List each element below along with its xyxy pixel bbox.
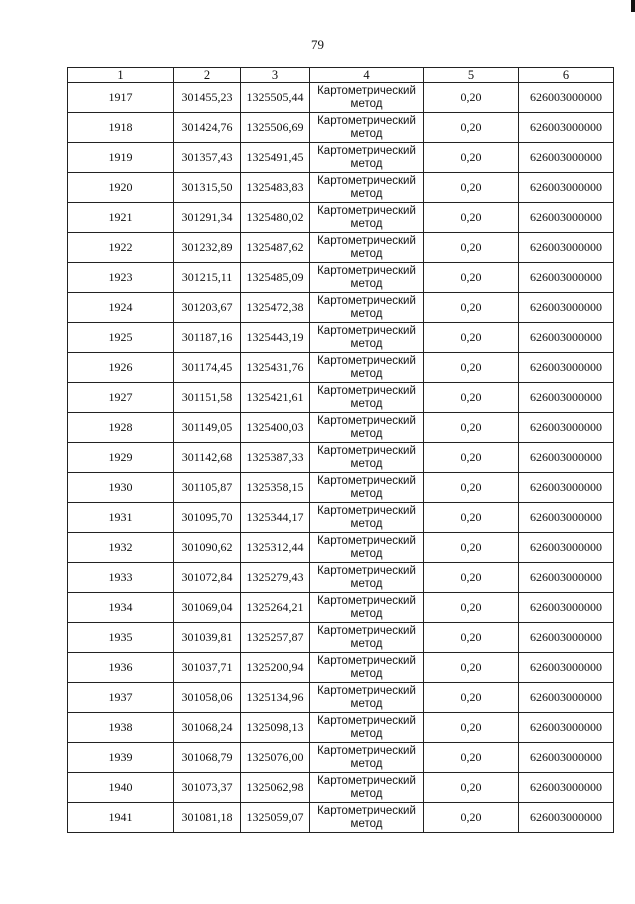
code-cell: 626003000000 [519, 353, 614, 383]
y-coordinate-cell: 1325491,45 [241, 143, 310, 173]
table-row [68, 773, 614, 803]
x-coordinate-cell: 301315,50 [174, 173, 241, 203]
table-row [68, 113, 614, 143]
accuracy-cell: 0,20 [424, 803, 519, 833]
x-coordinate-cell: 301039,81 [174, 623, 241, 653]
accuracy-cell: 0,20 [424, 293, 519, 323]
header-row [68, 68, 614, 83]
method-line-2: метод [350, 307, 383, 320]
accuracy-cell: 0,20 [424, 533, 519, 563]
method-line-2: метод [350, 517, 383, 530]
method-line-2: метод [350, 217, 383, 230]
method-line-1: Картометрический [317, 475, 416, 487]
code-cell: 626003000000 [519, 383, 614, 413]
y-coordinate-cell: 1325400,03 [241, 413, 310, 443]
x-coordinate-cell: 301105,87 [174, 473, 241, 503]
method-cell [310, 443, 424, 473]
point-number-cell: 1932 [68, 533, 174, 563]
method-line-1: Картометрический [317, 655, 416, 667]
table-header [68, 68, 614, 83]
method-line-1: Картометрический [317, 115, 416, 127]
code-cell: 626003000000 [519, 713, 614, 743]
accuracy-cell: 0,20 [424, 143, 519, 173]
accuracy-cell: 0,20 [424, 383, 519, 413]
code-cell: 626003000000 [519, 203, 614, 233]
method-line-1: Картометрический [317, 775, 416, 787]
method-line-2: метод [350, 577, 383, 590]
method-line-2: метод [350, 727, 383, 740]
table-row [68, 503, 614, 533]
code-cell: 626003000000 [519, 623, 614, 653]
method-line-2: метод [350, 427, 383, 440]
x-coordinate-cell: 301058,06 [174, 683, 241, 713]
x-coordinate-cell: 301072,84 [174, 563, 241, 593]
code-cell: 626003000000 [519, 413, 614, 443]
x-coordinate-cell: 301203,67 [174, 293, 241, 323]
code-cell: 626003000000 [519, 323, 614, 353]
point-number-cell: 1936 [68, 653, 174, 683]
method-cell [310, 293, 424, 323]
method-line-2: метод [350, 787, 383, 800]
point-number-cell: 1924 [68, 293, 174, 323]
accuracy-cell: 0,20 [424, 233, 519, 263]
y-coordinate-cell: 1325483,83 [241, 173, 310, 203]
y-coordinate-cell: 1325062,98 [241, 773, 310, 803]
x-coordinate-cell: 301068,79 [174, 743, 241, 773]
code-cell: 626003000000 [519, 173, 614, 203]
accuracy-cell: 0,20 [424, 443, 519, 473]
y-coordinate-cell: 1325505,44 [241, 83, 310, 113]
table-row [68, 233, 614, 263]
accuracy-cell: 0,20 [424, 413, 519, 443]
code-cell: 626003000000 [519, 143, 614, 173]
method-line-2: метод [350, 667, 383, 680]
point-number-cell: 1927 [68, 383, 174, 413]
accuracy-cell: 0,20 [424, 173, 519, 203]
method-cell [310, 203, 424, 233]
method-line-1: Картометрический [317, 565, 416, 577]
x-coordinate-cell: 301069,04 [174, 593, 241, 623]
point-number-cell: 1922 [68, 233, 174, 263]
header-col-5: 5 [424, 68, 519, 83]
table-row [68, 383, 614, 413]
point-number-cell: 1931 [68, 503, 174, 533]
method-cell [310, 473, 424, 503]
x-coordinate-cell: 301232,89 [174, 233, 241, 263]
header-col-2: 2 [174, 68, 241, 83]
accuracy-cell: 0,20 [424, 653, 519, 683]
method-line-1: Картометрический [317, 685, 416, 697]
y-coordinate-cell: 1325264,21 [241, 593, 310, 623]
x-coordinate-cell: 301424,76 [174, 113, 241, 143]
method-line-1: Картометрический [317, 385, 416, 397]
table-body [68, 83, 614, 833]
accuracy-cell: 0,20 [424, 353, 519, 383]
code-cell: 626003000000 [519, 593, 614, 623]
method-cell [310, 623, 424, 653]
y-coordinate-cell: 1325472,38 [241, 293, 310, 323]
method-line-1: Картометрический [317, 445, 416, 457]
method-cell [310, 263, 424, 293]
method-line-2: метод [350, 397, 383, 410]
table-row [68, 683, 614, 713]
code-cell: 626003000000 [519, 563, 614, 593]
y-coordinate-cell: 1325098,13 [241, 713, 310, 743]
point-number-cell: 1926 [68, 353, 174, 383]
method-line-2: метод [350, 817, 383, 830]
point-number-cell: 1940 [68, 773, 174, 803]
y-coordinate-cell: 1325443,19 [241, 323, 310, 353]
accuracy-cell: 0,20 [424, 323, 519, 353]
table-row [68, 533, 614, 563]
x-coordinate-cell: 301174,45 [174, 353, 241, 383]
table-row [68, 443, 614, 473]
method-line-2: метод [350, 337, 383, 350]
point-number-cell: 1928 [68, 413, 174, 443]
table-row [68, 173, 614, 203]
method-cell [310, 233, 424, 263]
method-cell [310, 803, 424, 833]
header-col-6: 6 [519, 68, 614, 83]
table-row [68, 623, 614, 653]
accuracy-cell: 0,20 [424, 773, 519, 803]
y-coordinate-cell: 1325358,15 [241, 473, 310, 503]
method-line-1: Картометрический [317, 265, 416, 277]
scan-corner-mark [631, 0, 635, 12]
point-number-cell: 1925 [68, 323, 174, 353]
y-coordinate-cell: 1325279,43 [241, 563, 310, 593]
method-line-1: Картометрический [317, 625, 416, 637]
x-coordinate-cell: 301073,37 [174, 773, 241, 803]
table-row [68, 323, 614, 353]
x-coordinate-cell: 301037,71 [174, 653, 241, 683]
code-cell: 626003000000 [519, 653, 614, 683]
method-cell [310, 143, 424, 173]
point-number-cell: 1930 [68, 473, 174, 503]
table-row [68, 263, 614, 293]
method-cell [310, 413, 424, 443]
code-cell: 626003000000 [519, 743, 614, 773]
y-coordinate-cell: 1325076,00 [241, 743, 310, 773]
point-number-cell: 1939 [68, 743, 174, 773]
method-line-1: Картометрический [317, 175, 416, 187]
method-line-2: метод [350, 187, 383, 200]
x-coordinate-cell: 301081,18 [174, 803, 241, 833]
x-coordinate-cell: 301095,70 [174, 503, 241, 533]
code-cell: 626003000000 [519, 233, 614, 263]
accuracy-cell: 0,20 [424, 713, 519, 743]
method-line-2: метод [350, 547, 383, 560]
method-line-2: метод [350, 637, 383, 650]
x-coordinate-cell: 301142,68 [174, 443, 241, 473]
method-cell [310, 593, 424, 623]
code-cell: 626003000000 [519, 803, 614, 833]
method-cell [310, 713, 424, 743]
x-coordinate-cell: 301455,23 [174, 83, 241, 113]
method-line-2: метод [350, 277, 383, 290]
accuracy-cell: 0,20 [424, 593, 519, 623]
point-number-cell: 1918 [68, 113, 174, 143]
y-coordinate-cell: 1325134,96 [241, 683, 310, 713]
code-cell: 626003000000 [519, 263, 614, 293]
x-coordinate-cell: 301149,05 [174, 413, 241, 443]
x-coordinate-cell: 301291,34 [174, 203, 241, 233]
table-row [68, 143, 614, 173]
method-line-2: метод [350, 97, 383, 110]
y-coordinate-cell: 1325344,17 [241, 503, 310, 533]
method-line-2: метод [350, 487, 383, 500]
method-line-2: метод [350, 757, 383, 770]
table-row [68, 203, 614, 233]
point-number-cell: 1941 [68, 803, 174, 833]
point-number-cell: 1923 [68, 263, 174, 293]
accuracy-cell: 0,20 [424, 503, 519, 533]
method-cell [310, 323, 424, 353]
y-coordinate-cell: 1325387,33 [241, 443, 310, 473]
y-coordinate-cell: 1325312,44 [241, 533, 310, 563]
point-number-cell: 1919 [68, 143, 174, 173]
method-line-1: Картометрический [317, 205, 416, 217]
method-cell [310, 773, 424, 803]
point-number-cell: 1929 [68, 443, 174, 473]
table-row [68, 593, 614, 623]
table-row [68, 413, 614, 443]
code-cell: 626003000000 [519, 293, 614, 323]
table-row [68, 293, 614, 323]
point-number-cell: 1938 [68, 713, 174, 743]
accuracy-cell: 0,20 [424, 83, 519, 113]
accuracy-cell: 0,20 [424, 683, 519, 713]
table-row [68, 803, 614, 833]
code-cell: 626003000000 [519, 473, 614, 503]
method-line-1: Картометрический [317, 355, 416, 367]
y-coordinate-cell: 1325257,87 [241, 623, 310, 653]
y-coordinate-cell: 1325059,07 [241, 803, 310, 833]
accuracy-cell: 0,20 [424, 263, 519, 293]
y-coordinate-cell: 1325485,09 [241, 263, 310, 293]
header-col-4: 4 [310, 68, 424, 83]
page-number: 79 [311, 37, 324, 52]
point-number-cell: 1921 [68, 203, 174, 233]
x-coordinate-cell: 301215,11 [174, 263, 241, 293]
code-cell: 626003000000 [519, 83, 614, 113]
method-cell [310, 533, 424, 563]
method-line-2: метод [350, 607, 383, 620]
point-number-cell: 1937 [68, 683, 174, 713]
method-line-1: Картометрический [317, 535, 416, 547]
x-coordinate-cell: 301090,62 [174, 533, 241, 563]
table-row [68, 713, 614, 743]
x-coordinate-cell: 301357,43 [174, 143, 241, 173]
method-line-2: метод [350, 457, 383, 470]
accuracy-cell: 0,20 [424, 743, 519, 773]
method-line-1: Картометрический [317, 505, 416, 517]
method-cell [310, 653, 424, 683]
table-row [68, 743, 614, 773]
code-cell: 626003000000 [519, 533, 614, 563]
method-cell [310, 683, 424, 713]
coordinates-table [67, 67, 614, 833]
method-cell [310, 113, 424, 143]
method-line-1: Картометрический [317, 805, 416, 817]
y-coordinate-cell: 1325506,69 [241, 113, 310, 143]
x-coordinate-cell: 301187,16 [174, 323, 241, 353]
table-row [68, 653, 614, 683]
code-cell: 626003000000 [519, 503, 614, 533]
method-cell [310, 383, 424, 413]
method-cell [310, 353, 424, 383]
x-coordinate-cell: 301151,58 [174, 383, 241, 413]
method-line-1: Картометрический [317, 715, 416, 727]
method-cell [310, 173, 424, 203]
table-row [68, 353, 614, 383]
method-cell [310, 743, 424, 773]
method-line-1: Картометрический [317, 325, 416, 337]
point-number-cell: 1920 [68, 173, 174, 203]
method-cell [310, 83, 424, 113]
method-line-1: Картометрический [317, 145, 416, 157]
method-line-2: метод [350, 157, 383, 170]
code-cell: 626003000000 [519, 113, 614, 143]
code-cell: 626003000000 [519, 683, 614, 713]
header-col-1: 1 [68, 68, 174, 83]
method-line-2: метод [350, 127, 383, 140]
table-row [68, 83, 614, 113]
accuracy-cell: 0,20 [424, 473, 519, 503]
method-line-1: Картометрический [317, 745, 416, 757]
table-row [68, 473, 614, 503]
method-line-1: Картометрический [317, 295, 416, 307]
method-line-2: метод [350, 247, 383, 260]
table-row [68, 563, 614, 593]
x-coordinate-cell: 301068,24 [174, 713, 241, 743]
point-number-cell: 1934 [68, 593, 174, 623]
point-number-cell: 1933 [68, 563, 174, 593]
code-cell: 626003000000 [519, 443, 614, 473]
method-line-1: Картометрический [317, 595, 416, 607]
accuracy-cell: 0,20 [424, 623, 519, 653]
y-coordinate-cell: 1325200,94 [241, 653, 310, 683]
accuracy-cell: 0,20 [424, 203, 519, 233]
method-line-1: Картометрический [317, 85, 416, 97]
accuracy-cell: 0,20 [424, 113, 519, 143]
method-line-2: метод [350, 367, 383, 380]
y-coordinate-cell: 1325487,62 [241, 233, 310, 263]
accuracy-cell: 0,20 [424, 563, 519, 593]
point-number-cell: 1917 [68, 83, 174, 113]
method-line-1: Картометрический [317, 235, 416, 247]
method-cell [310, 503, 424, 533]
method-line-1: Картометрический [317, 415, 416, 427]
method-cell [310, 563, 424, 593]
method-line-2: метод [350, 697, 383, 710]
y-coordinate-cell: 1325431,76 [241, 353, 310, 383]
y-coordinate-cell: 1325421,61 [241, 383, 310, 413]
header-col-3: 3 [241, 68, 310, 83]
point-number-cell: 1935 [68, 623, 174, 653]
code-cell: 626003000000 [519, 773, 614, 803]
y-coordinate-cell: 1325480,02 [241, 203, 310, 233]
